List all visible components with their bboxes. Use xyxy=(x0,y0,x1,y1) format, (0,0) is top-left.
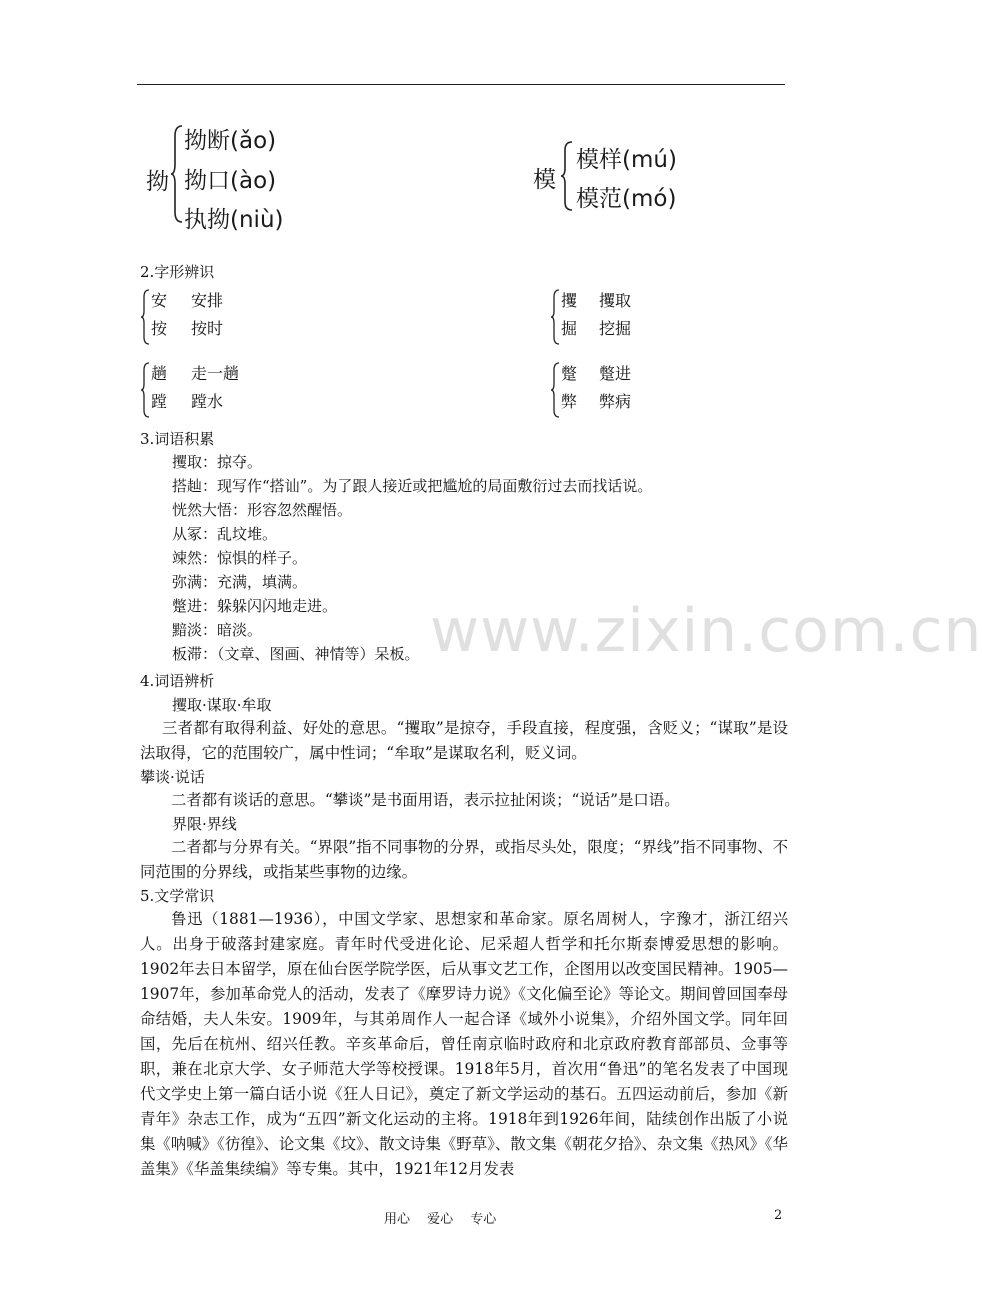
section-title: 5.文学常识 xyxy=(140,887,215,905)
vocab-entry: 竦然：惊惧的样子。 xyxy=(172,549,308,567)
glyph-word: 按时 xyxy=(191,319,224,338)
brace-icon xyxy=(140,289,150,345)
glyph-char: 蹩 xyxy=(561,364,578,383)
glyph-word: 弊病 xyxy=(599,392,632,411)
glyph-word: 蹚水 xyxy=(191,392,224,411)
brace-icon xyxy=(560,140,574,212)
glyph-char: 趟 xyxy=(151,364,168,383)
brace-icon xyxy=(550,289,560,345)
vocab-entry: 弥满：充满，填满。 xyxy=(172,573,308,591)
glyph-char: 蹚 xyxy=(151,392,168,411)
pinyin-item: 拗口(ào) xyxy=(184,168,277,194)
vocab-entry: 攫取：掠夺。 xyxy=(172,453,263,471)
footer-slogan: 用心 爱心 专心 xyxy=(384,1212,497,1227)
glyph-word: 走一趟 xyxy=(191,364,240,383)
word-group-text: 三者都有取得利益、好处的意思。“攫取”是掠夺，手段直接，程度强，含贬义；“谋取”是设法取得，它的范围较广，属中性词；“牟取”是谋取名利，贬义词。 xyxy=(140,719,788,762)
brace-icon xyxy=(140,362,150,418)
vocab-entry: 黯淡：暗淡。 xyxy=(172,621,263,639)
watermark: www.zixin.com.cn xyxy=(430,596,982,666)
pinyin-item: 拗断(ǎo) xyxy=(184,128,277,154)
section-title: 4.词语辨析 xyxy=(140,672,215,690)
brace-icon xyxy=(170,124,184,224)
section-title: 3.词语积累 xyxy=(140,430,215,448)
page-number: 2 xyxy=(774,1208,783,1223)
glyph-char: 攫 xyxy=(561,291,578,310)
glyph-word: 安排 xyxy=(191,291,224,310)
vocab-entry: 恍然大悟：形容忽然醒悟。 xyxy=(172,501,353,519)
biography-paragraph: 鲁迅（1881—1936），中国文学家、思想家和革命家。原名周树人，字豫才，浙江绍兴人。出身于破落封建家庭。青年时代受进化论、尼采超人哲学和托尔斯泰博爱思想的影响。1902年去日本留学，原在仙台医学院学医，后从事文艺工作，企图用以改变国民精神。1905—1907年，参加革命党人的活动，发表了《摩罗诗力说》《文化偏至论》等论文。期间曾回国奉母命结婚，夫人朱安。1909年，与其弟周作人一起合译《域外小说集》，介绍外国文学。同年回国，先后在杭州、绍兴任教。辛亥革命后，曾任南京临时政府和北京政府教育部部员、佥事等职，兼在北京大学、女子师范大学等校授课。1918年5月，首次用“鲁迅”的笔名发表了中国现代文学史上第一篇白话小说《狂人日记》，奠定了新文学运动的基石。五四运动前后，参加《新青年》杂志工作，成为“五四”新文化运动的主将。1918年到1926年间，陆续创作出版了小说集《呐喊》《彷徨》、论文集《坟》、散文诗集《野草》、散文集《朝花夕拾》、杂文集《热风》《华盖集》《华盖集续编》等专集。其中，1921年12月发表 xyxy=(140,910,788,1178)
brace-icon xyxy=(550,362,560,418)
glyph-word: 蹩进 xyxy=(599,364,632,383)
word-group-title: 界限·界线 xyxy=(172,815,237,833)
polyphone-head: 拗 xyxy=(146,169,169,195)
glyph-char: 弊 xyxy=(561,392,578,411)
word-group-text: 二者都有谈话的意思。“攀谈”是书面用语，表示拉扯闲谈；“说话”是口语。 xyxy=(171,791,680,809)
section-title: 2.字形辨识 xyxy=(140,263,215,281)
glyph-char: 按 xyxy=(151,319,168,338)
word-group-title: 攫取·谋取·牟取 xyxy=(172,696,272,714)
word-group-text: 二者都与分界有关。“界限”指不同事物的分界，或指尽头处，限度；“界线”指不同事物、不同范围的分界线，或指某些事物的边缘。 xyxy=(140,838,788,881)
glyph-word: 攫取 xyxy=(599,291,632,310)
polyphone-head: 模 xyxy=(533,167,556,193)
vocab-entry: 搭赸：现写作“搭讪”。为了跟人接近或把尴尬的局面敷衍过去而找话说。 xyxy=(172,477,653,495)
glyph-char: 安 xyxy=(151,291,168,310)
vocab-entry: 蹩进：躲躲闪闪地走进。 xyxy=(172,597,338,615)
pinyin-item: 模范(mó) xyxy=(576,186,677,212)
glyph-char: 掘 xyxy=(561,319,578,338)
glyph-word: 挖掘 xyxy=(599,319,632,338)
word-group-title: 攀谈·说话 xyxy=(140,768,205,786)
pinyin-item: 模样(mú) xyxy=(576,147,677,173)
pinyin-item: 执拗(niù) xyxy=(184,207,284,233)
header-rule xyxy=(137,84,785,85)
vocab-entry: 板滞：（文章、图画、神情等）呆板。 xyxy=(172,645,420,663)
vocab-entry: 从冢：乱坟堆。 xyxy=(172,525,278,543)
